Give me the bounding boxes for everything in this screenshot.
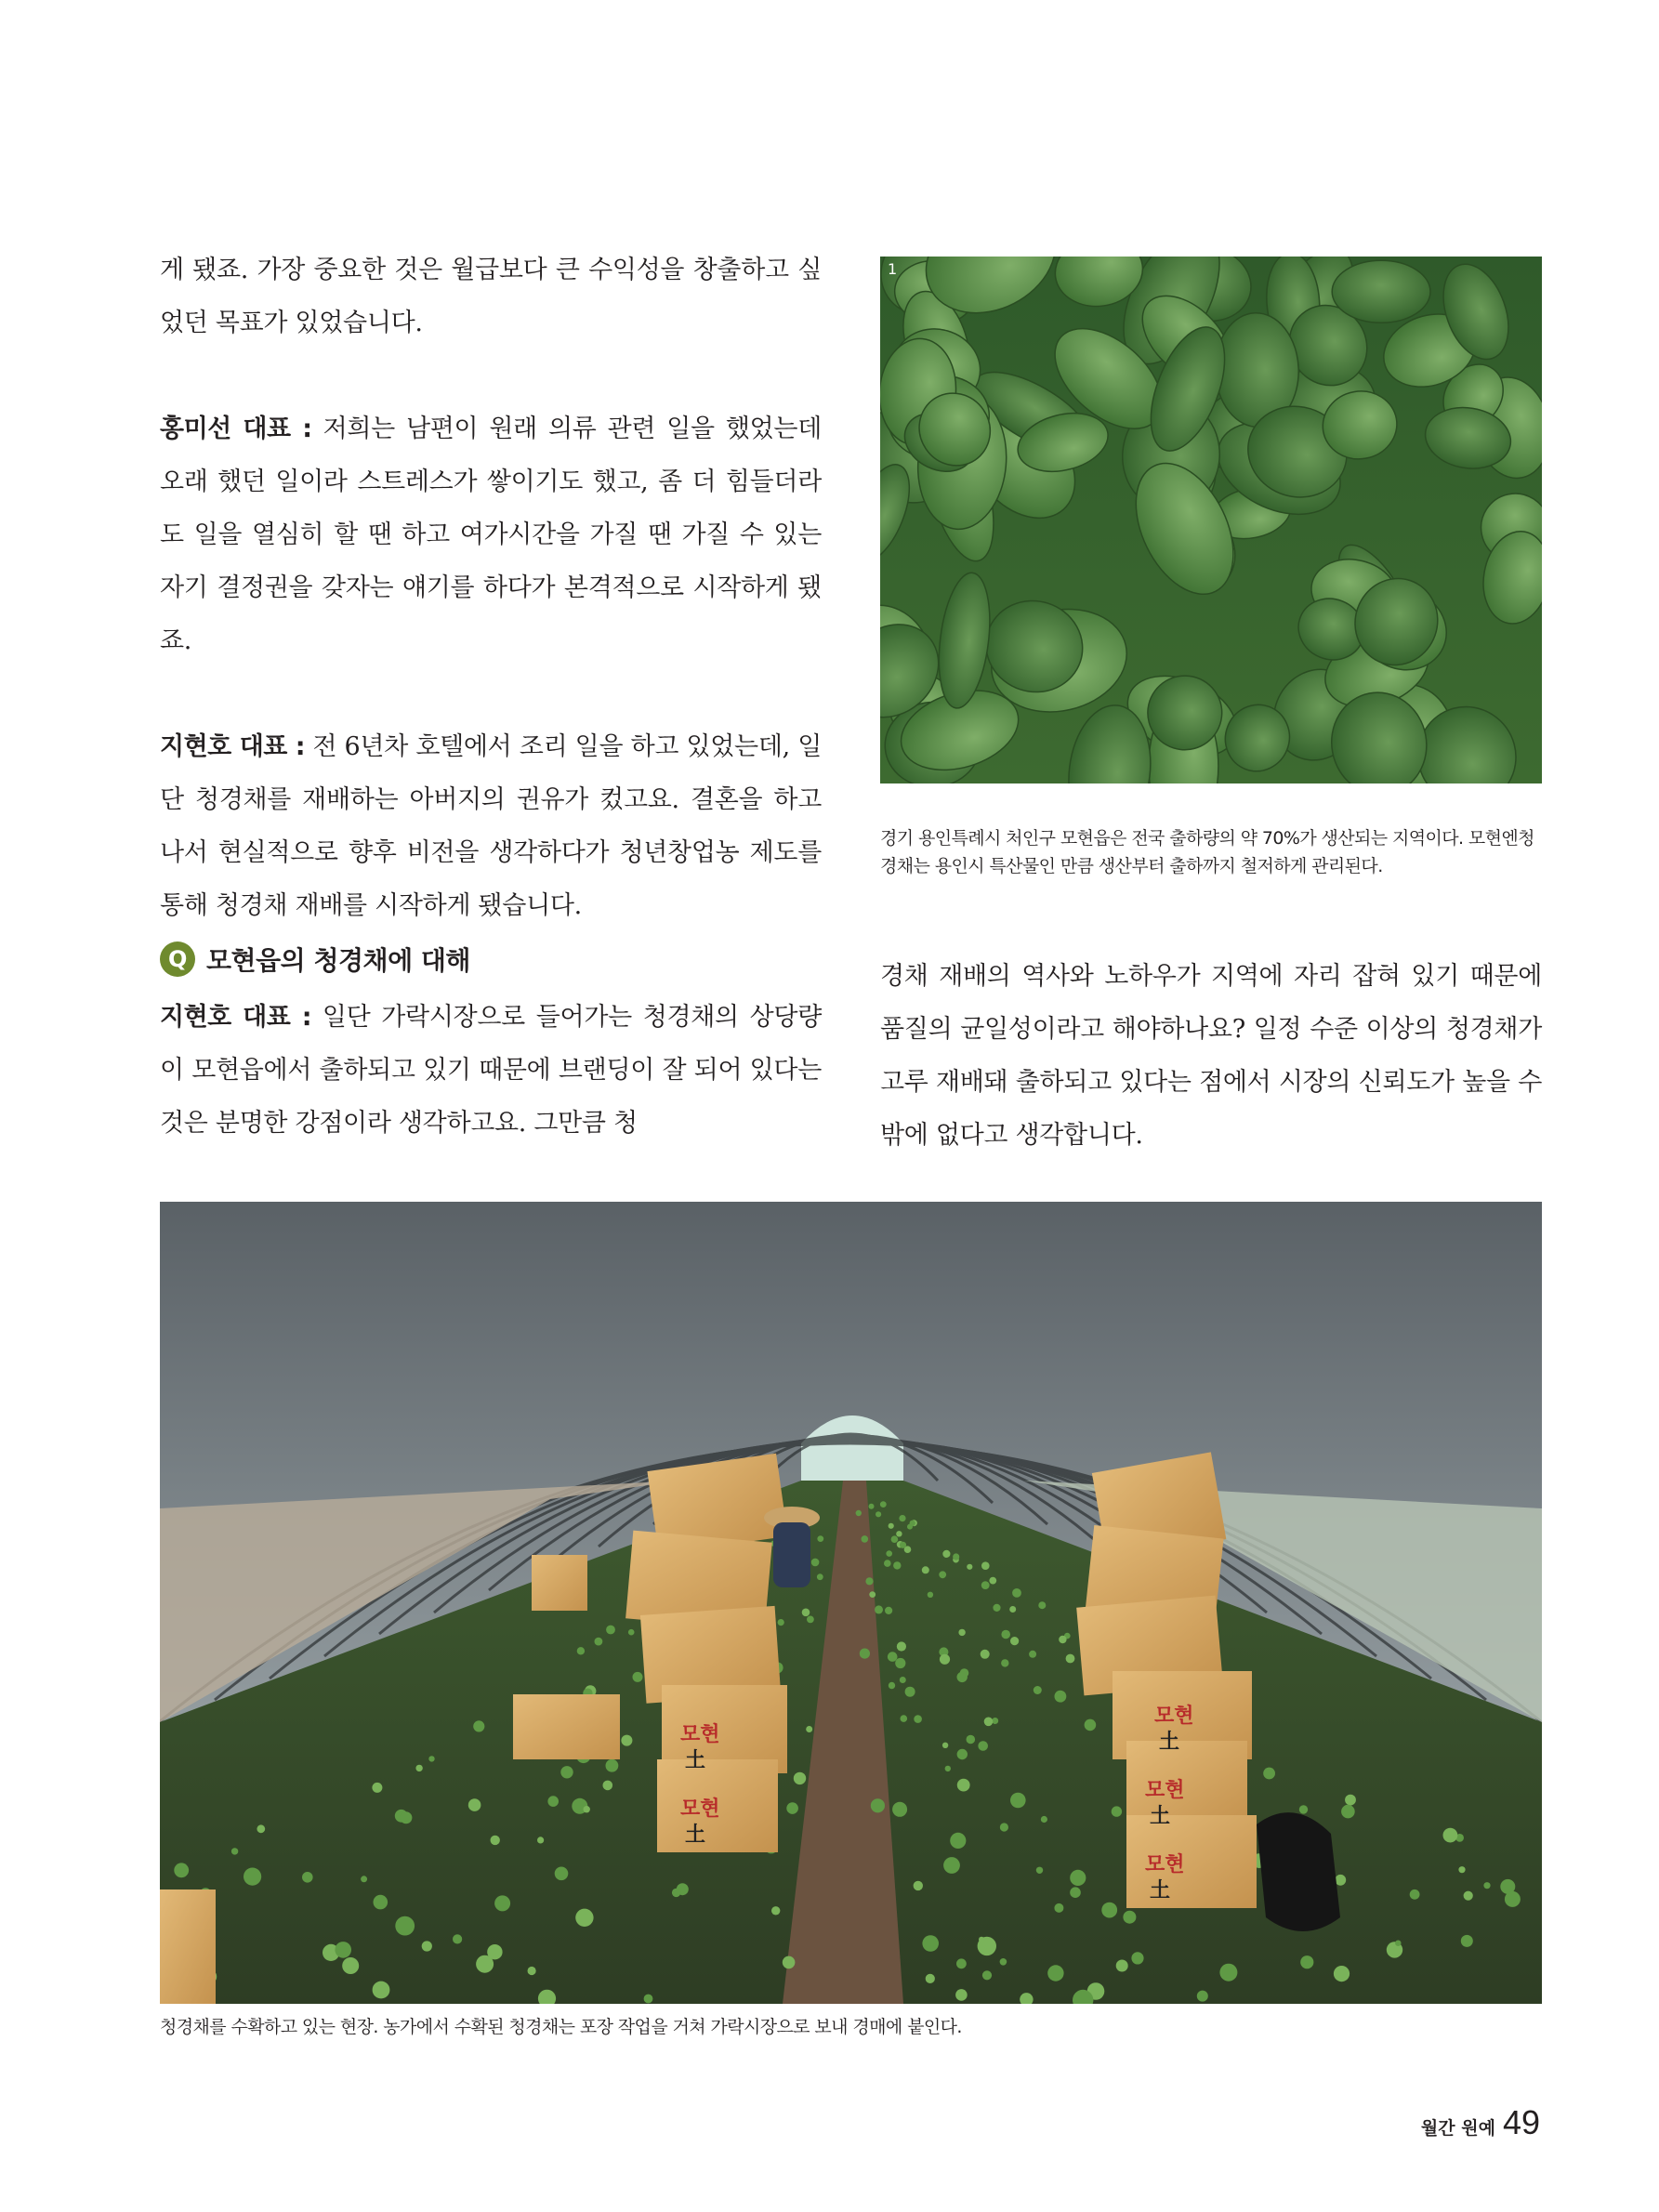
box-char: 土: [1159, 1731, 1180, 1754]
photo-bokchoy-leaves: [880, 257, 1542, 783]
page-number: 49: [1502, 2103, 1540, 2141]
paragraph-ji: [160, 720, 822, 932]
box-char: 土: [685, 1749, 706, 1772]
answer-left-column: [160, 991, 822, 1150]
box-label: 모현: [680, 1723, 720, 1746]
box-label: 모현: [1145, 1779, 1185, 1802]
photo-greenhouse-harvest: [160, 1202, 1542, 2004]
paragraph-text: 저희는 남편이 원래 의류 관련 일을 했었는데 오래 했던 일이라 스트레스가 쌓이기도 했고, 좀 더 힘들더라도 일을 열심히 할 땐 하고 여가시간을 가질 땐 가질 수 있는 자기 결정권을 갖자는 얘기를 하다가 본격적으로 시작하게 됐죠.: [160, 415, 822, 655]
q-badge-icon: Q: [160, 941, 195, 977]
paragraph-answer-right: 경채 재배의 역사와 노하우가 지역에 자리 잡혀 있기 때문에 품질의 균일성이라고 해야하나요? 일정 수준 이상의 청경채가 고루 재배돼 출하되고 있다는 점에서 시장의 신뢰도가 높을 수밖에 없다고 생각합니다.: [880, 962, 1542, 1150]
speaker-label: 지현호 대표 :: [160, 1003, 312, 1032]
question-heading: [160, 939, 470, 980]
box-label: 모현: [680, 1797, 720, 1821]
photo2-caption: 청경채를 수확하고 있는 현장. 농가에서 수확된 청경채는 포장 작업을 거쳐 가락시장으로 보내 경매에 붙인다.: [160, 2017, 962, 2037]
box-label: 모현: [1154, 1705, 1194, 1728]
left-column-upper: [160, 244, 822, 932]
page-folio: [1421, 2103, 1540, 2142]
paragraph-intro-end: 게 됐죠. 가장 중요한 것은 월급보다 큰 수익성을 창출하고 싶었던 목표가 있었습니다.: [160, 256, 822, 337]
paragraph-answer-left: [160, 991, 822, 1150]
box-char: 土: [1150, 1805, 1171, 1828]
box-char: 土: [1150, 1879, 1171, 1903]
question-title: 모현읍의 청경채에 대해: [206, 945, 470, 976]
magazine-name: 월간 원예: [1420, 2118, 1495, 2139]
speaker-label: 홍미선 대표 :: [160, 415, 312, 443]
box-char: 土: [685, 1824, 706, 1847]
answer-right-column: [880, 950, 1542, 1162]
paragraph-text: 일단 가락시장으로 들어가는 청경채의 상당량이 모현읍에서 출하되고 있기 때문에 브랜딩이 잘 되어 있다는 것은 분명한 강점이라 생각하고요. 그만큼 청: [160, 1003, 822, 1138]
photo-number: 1: [888, 260, 898, 278]
photo1-caption: 경기 용인특례시 처인구 모현읍은 전국 출하량의 약 70%가 생산되는 지역이다. 모현엔청경채는 용인시 특산물인 만큼 생산부터 출하까지 철저하게 관리된다.: [880, 828, 1534, 876]
leaves-illustration: [880, 257, 1542, 783]
paragraph-hong: [160, 402, 822, 667]
paragraph-text: 전 6년차 호텔에서 조리 일을 하고 있었는데, 일단 청경채를 재배하는 아버지의 권유가 컸고요. 결혼을 하고 나서 현실적으로 향후 비전을 생각하다가 청년창업농 제도를 통해 청경채 재배를 시작하게 됐습니다.: [160, 732, 822, 920]
speaker-label: 지현호 대표 :: [160, 732, 306, 761]
greenhouse-illustration: [160, 1202, 1542, 2004]
box-label: 모현: [1145, 1853, 1185, 1876]
